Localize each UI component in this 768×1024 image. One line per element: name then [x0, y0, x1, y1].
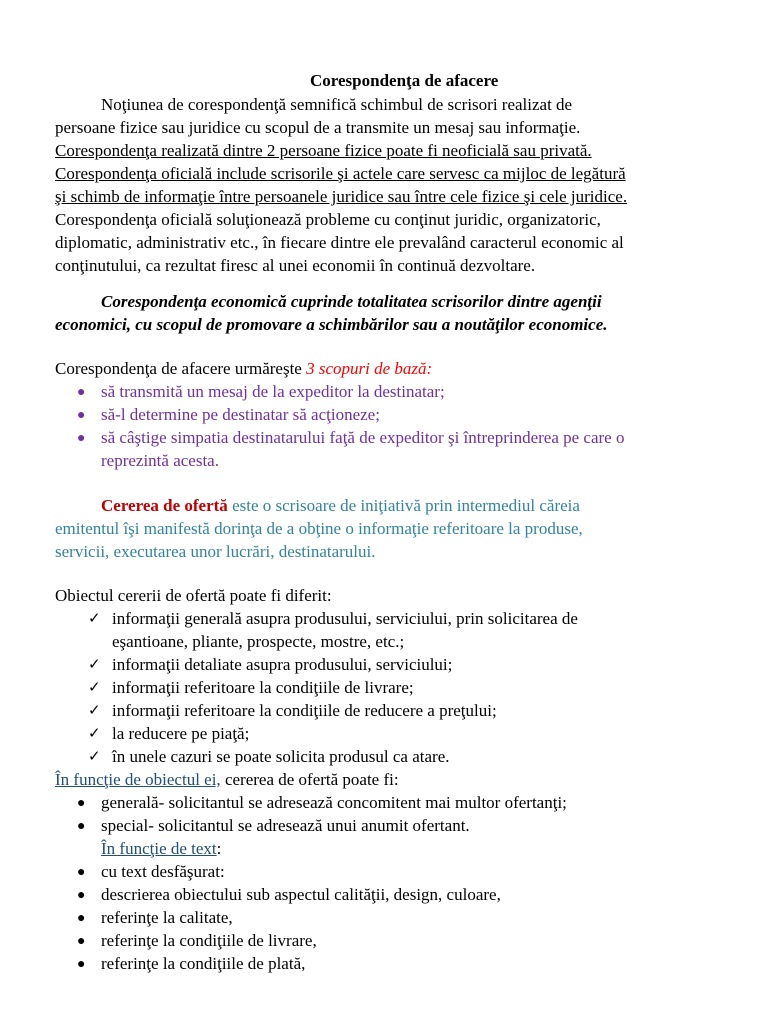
intro-line-5: şi schimb de informaţie între persoanele juridice sau între cele fizice şi cele juridice.: [55, 187, 628, 206]
goal-item-3-cont: reprezintă acesta.: [101, 451, 219, 470]
object-item-3: informaţii referitoare la condiţiile de livrare;: [112, 678, 414, 697]
by-text-item-2: descrierea obiectului sub aspectul calităţii, design, culoare,: [101, 885, 501, 904]
by-text-label: În funcţie de text: [101, 839, 217, 858]
object-item-4: informaţii referitoare la condiţiile de reducere a preţului;: [112, 701, 497, 720]
bullet-icon: ●: [77, 865, 86, 880]
by-object-heading: [55, 768, 399, 791]
object-intro: Obiectul cererii de ofertă poate fi diferit:: [55, 586, 332, 605]
object-item-6: în unele cazuri se poate solicita produsul ca atare.: [112, 747, 450, 766]
object-item-1: informaţii generală asupra produsului, serviciului, prin solicitarea de: [112, 609, 578, 628]
goal-item-3: să câştige simpatia destinatarului faţă de expeditor şi întreprinderea pe care o: [101, 428, 625, 447]
offer-line-2: emitentul îşi manifestă dorinţa de a obţine o informaţie referitoare la produse,: [55, 519, 583, 538]
bullet-icon: ●: [77, 957, 86, 972]
by-object-rest: cererea de ofertă poate fi:: [220, 770, 399, 789]
offer-line-1-text: este o scrisoare de iniţiativă prin intermediul căreia: [227, 496, 580, 515]
by-text-colon: :: [216, 839, 222, 858]
intro-line-4: Corespondenţa oficială include scrisorile şi actele care servesc ca mijloc de legătură: [55, 164, 626, 183]
goals-intro: [55, 357, 432, 380]
bullet-icon: ●: [77, 408, 86, 423]
bullet-icon: ●: [77, 911, 86, 926]
checkmark-icon: ✓: [88, 747, 101, 765]
economic-def-line-2: economici, cu scopul de promovare a schimbărilor sau a noutăţilor economice.: [55, 315, 608, 334]
bullet-icon: ●: [77, 888, 86, 903]
checkmark-icon: ✓: [88, 655, 101, 673]
object-item-5: la reducere pe piaţă;: [112, 724, 250, 743]
bullet-icon: ●: [77, 431, 86, 446]
document-title: Corespondenţa de afacere: [310, 71, 499, 90]
goals-intro-text: Corespondenţa de afacere urmăreşte: [55, 359, 307, 378]
checkmark-icon: ✓: [88, 724, 101, 742]
offer-term: Cererea de ofertă: [101, 496, 228, 515]
object-item-2: informaţii detaliate asupra produsului, serviciului;: [112, 655, 453, 674]
economic-def-line-1: Corespondenţa economică cuprinde totalitatea scrisorilor dintre agenţii: [101, 292, 602, 311]
by-text-item-3: referinţe la calitate,: [101, 908, 233, 927]
by-text-item-1: cu text desfăşurat:: [101, 862, 225, 881]
intro-line-1: Noţiunea de corespondenţă semnifică schimbul de scrisori realizat de: [101, 95, 573, 114]
goal-item-2: să-l determine pe destinatar să acţioneze;: [101, 405, 380, 424]
offer-line-1: [101, 494, 580, 517]
bullet-icon: ●: [77, 796, 86, 811]
intro-line-2: persoane fizice sau juridice cu scopul de a transmite un mesaj sau informaţie.: [55, 118, 581, 137]
checkmark-icon: ✓: [88, 678, 101, 696]
by-text-item-4: referinţe la condiţiile de livrare,: [101, 931, 317, 950]
by-text-heading: [101, 837, 221, 860]
intro-line-6: Corespondenţa oficială soluţionează probleme cu conţinut juridic, organizatoric,: [55, 210, 601, 229]
goal-item-1: să transmită un mesaj de la expeditor la destinatar;: [101, 382, 445, 401]
by-object-label: În funcţie de obiectul ei,: [55, 770, 221, 789]
by-text-item-5: referinţe la condiţiile de plată,: [101, 954, 306, 973]
intro-line-8: conţinutului, ca rezultat firesc al unei economii în continuă dezvoltare.: [55, 256, 536, 275]
intro-line-7: diplomatic, administrativ etc., în fiecare dintre ele prevalând caracterul economic al: [55, 233, 624, 252]
checkmark-icon: ✓: [88, 609, 101, 627]
bullet-icon: ●: [77, 385, 86, 400]
intro-line-3: Corespondenţa realizată dintre 2 persoane fizice poate fi neoficială sau privată.: [55, 141, 592, 160]
bullet-icon: ●: [77, 934, 86, 949]
object-item-1-cont: eşantioane, pliante, prospecte, mostre, etc.;: [112, 632, 405, 651]
bullet-icon: ●: [77, 819, 86, 834]
by-object-item-1: generală- solicitantul se adresează concomitent mai multor ofertanţi;: [101, 793, 567, 812]
offer-line-3: servicii, executarea unor lucrări, destinatarului.: [55, 542, 376, 561]
by-object-item-2: special- solicitantul se adresează unui anumit ofertant.: [101, 816, 470, 835]
checkmark-icon: ✓: [88, 701, 101, 719]
goals-highlight: 3 scopuri de bază:: [306, 359, 433, 378]
